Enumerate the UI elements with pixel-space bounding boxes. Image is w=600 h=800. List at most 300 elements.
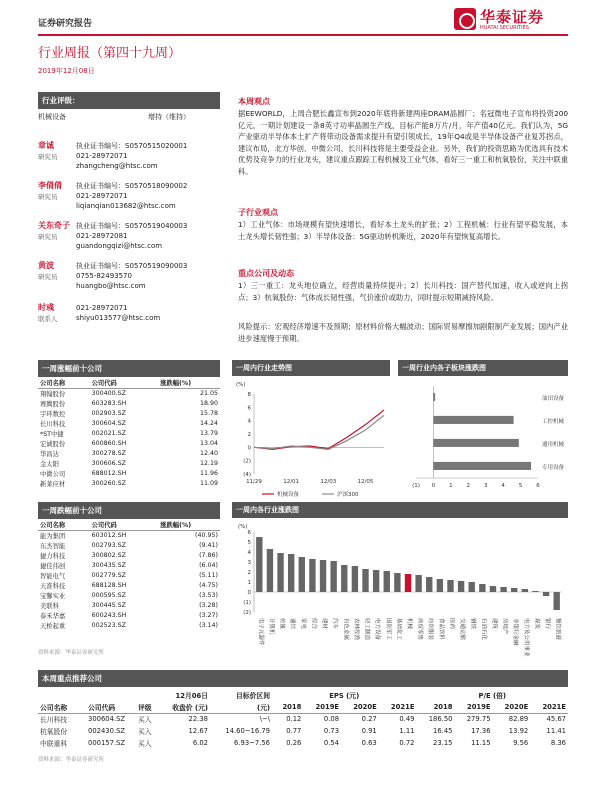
col-header: 公司代码 [90, 378, 159, 388]
cell: 11.15 [471, 739, 491, 747]
col-header [86, 689, 136, 701]
cell: 0.77 [286, 727, 302, 735]
bar [433, 439, 518, 447]
pct-change: 18.90 [199, 399, 218, 407]
x-tick-label: 12/03 [320, 479, 337, 485]
bar [320, 560, 326, 592]
company-name: 宇环数控 [40, 410, 66, 418]
analyst-name: 章诚 [38, 141, 54, 150]
company-code: 300445.SZ [91, 602, 126, 610]
report-date: 2019年12月08日 [38, 67, 95, 75]
col-header: 2020E [493, 701, 531, 713]
col-header [136, 689, 162, 701]
industry-trend-chart [232, 378, 392, 498]
company-code: 000595.SZ [91, 592, 126, 600]
y-tick-label: (1) [243, 600, 251, 606]
cell: 长川科技 [40, 716, 68, 725]
bar [447, 580, 453, 592]
bar [437, 579, 443, 592]
x-tick-label: 3 [483, 483, 488, 489]
industry-name: 机械设备 [38, 113, 66, 121]
y-tick-label: 4 [247, 418, 251, 425]
cell: \~\ [259, 715, 270, 724]
bar [500, 587, 506, 592]
cell: 12.67 [188, 727, 208, 735]
category-label: 通信 [289, 618, 296, 630]
analyst-email[interactable]: guandongqizi@htsc.com [76, 242, 163, 250]
category-label: 房地产 [501, 618, 508, 635]
cell: 买入 [138, 716, 152, 725]
header-divider [38, 34, 568, 36]
col-header: 公司代码 [90, 520, 159, 530]
category-label: 国防军工 [384, 618, 391, 641]
table-row [38, 560, 220, 570]
logo [454, 6, 574, 36]
table-row [38, 550, 220, 560]
analyst-name: 李倩倩 [38, 181, 62, 190]
analyst-email[interactable]: huangbo@htsc.com [76, 282, 146, 290]
cell: 11.41 [546, 727, 566, 735]
company-name: 天桥起重 [40, 623, 66, 631]
bar [511, 588, 517, 592]
pct-change: (40.95) [195, 531, 218, 539]
company-name: 金太阳 [40, 461, 59, 469]
company-code: 600860.SH [91, 440, 127, 448]
bar [384, 571, 390, 592]
bar [341, 565, 347, 592]
table-row [38, 449, 220, 459]
cell: 9.56 [513, 739, 529, 747]
bar [522, 589, 528, 592]
bar [469, 582, 475, 592]
analyst-role: 研究员 [38, 233, 58, 241]
analyst-phone: 021-28972081 [76, 232, 128, 240]
rating-value: 增持（维持） [148, 113, 190, 121]
col-header: 公司名称 [38, 520, 90, 530]
col-header: 2020E [341, 701, 379, 713]
category-label: 石油石化 [480, 618, 487, 641]
bar [394, 573, 400, 592]
x-tick-label: 11/29 [246, 479, 262, 485]
table-row [38, 591, 220, 601]
y-tick-label: (2) [243, 610, 251, 616]
analyst-name: 黄波 [38, 261, 54, 270]
category-label: 基础化工 [395, 618, 402, 641]
sector-chart [232, 520, 568, 660]
pct-change: 11.96 [199, 470, 218, 478]
cell: 279.75 [466, 715, 491, 724]
company-code: 300278.SZ [91, 450, 126, 458]
col-header: 评级 [136, 701, 162, 713]
company-name: *ST中捷 [40, 431, 64, 439]
bar [433, 462, 531, 470]
company-code: 300604.SZ [91, 419, 126, 427]
cell: 17.36 [471, 727, 491, 735]
cell: 中联重科 [40, 740, 68, 748]
table-row [38, 530, 220, 540]
col-header: 涨跌幅(%) [158, 378, 220, 388]
col-header: 涨跌幅(%) [158, 520, 220, 530]
legend-label: 机械设备 [277, 492, 300, 498]
category-label: 食品饮料 [437, 618, 444, 641]
bar [479, 584, 485, 592]
company-name: 捷佳伟创 [40, 562, 66, 570]
category-label: 工控机械 [542, 418, 565, 425]
y-tick-label: 6 [247, 405, 251, 412]
cell: 0.27 [361, 715, 377, 724]
y-tick-label: 1 [247, 580, 251, 586]
col-header-pe: P/E (倍) [478, 692, 506, 700]
doc-type: 证券研究报告 [38, 19, 93, 29]
pct-change: 15.78 [199, 409, 218, 417]
category-label: 建材 [321, 618, 328, 630]
bar [543, 592, 549, 596]
table-row [38, 388, 220, 398]
cell: 0.63 [361, 739, 377, 747]
bar [277, 553, 283, 592]
company-code: 300400.SZ [91, 389, 126, 397]
pct-change: (3.53) [199, 592, 218, 600]
y-tick-label: 0 [247, 445, 251, 452]
chart2-title: 一周行业内各子板块涨跌图 [398, 360, 568, 376]
chart3-title: 一周内各行业涨跌图 [232, 502, 568, 518]
analyst-card [38, 261, 228, 301]
company-code: 002523.SZ [91, 622, 126, 630]
bar [267, 549, 273, 592]
cell: 1.11 [399, 727, 415, 735]
analyst-role: 研究员 [38, 153, 58, 161]
category-label: 轻工制造 [363, 618, 370, 641]
bar [288, 554, 294, 592]
category-label: 通用机械 [542, 441, 565, 448]
bar [362, 569, 368, 592]
x-tick-label: (1) [412, 483, 420, 489]
pct-change: 12.19 [199, 460, 218, 468]
x-tick-label: 12/05 [357, 479, 374, 485]
category-label: 专用设备 [542, 464, 565, 471]
cell: 002430.SZ [88, 727, 126, 735]
company-code: 300606.SZ [91, 460, 126, 468]
series-line-machinery [254, 410, 384, 449]
cell: 买入 [138, 740, 152, 748]
col-header-eps: EPS (元) [329, 692, 360, 700]
analyst-phone: 0755-82493570 [76, 272, 132, 280]
bar [458, 581, 464, 592]
y-tick-label: 4 [247, 550, 251, 556]
col-header: 2018 [416, 701, 454, 713]
analyst-license: 执业证书编号：S0570519040003 [76, 222, 188, 230]
section-text-companies: 1）三一重工：龙头地位确立，经营质量持续提升；2）长川科技：国产替代加速，收入或逆向上拐点；3）杭氧股份：气体成长韧性强，气价涨价或助力，同时提示短期减持风险。 [238, 281, 568, 302]
pct-change: (9.41) [199, 541, 218, 549]
analyst-role: 联系人 [38, 315, 58, 323]
category-label: 银行 [544, 618, 551, 630]
pct-change: (3.14) [199, 622, 218, 630]
source-note: 资料来源：华泰证券研究所 [38, 757, 105, 763]
table-row [38, 713, 568, 725]
cell: 22.38 [188, 715, 208, 724]
analyst-license: 执业证书编号：S0570519090003 [76, 262, 188, 270]
x-tick-label: 0 [431, 483, 436, 489]
legend-label: 沪深300 [337, 492, 359, 498]
losers-table [38, 520, 220, 631]
cell: 0.72 [399, 739, 415, 747]
category-label: 电子元器件 [257, 618, 264, 646]
y-tick-label: 6 [247, 530, 251, 536]
category-label: 家电 [299, 618, 306, 630]
y-tick-label: (2) [243, 458, 251, 465]
category-label: 交通运输 [459, 618, 466, 641]
y-unit-label: (%) [238, 524, 248, 530]
y-unit-label: (%) [236, 382, 246, 388]
pct-change: (6.04) [199, 561, 218, 569]
logo-mark-icon [454, 8, 476, 30]
company-code: 300435.SZ [91, 561, 126, 569]
col-header: 12月06日 [175, 692, 208, 700]
col-header: 公司名称 [38, 378, 90, 388]
table-row [38, 439, 220, 449]
category-label: 商贸零售 [416, 618, 423, 641]
analyst-phone: 021-28972071 [76, 192, 128, 200]
y-tick-label: 5 [247, 540, 251, 546]
bar [405, 574, 411, 592]
analyst-name: 关东奇子 [38, 221, 70, 230]
x-tick-label: 12/01 [283, 479, 300, 485]
company-name: 长川科技 [40, 420, 66, 428]
cell: 杭氧股份 [40, 728, 68, 736]
gainers-title: 一周涨幅前十公司 [38, 360, 220, 377]
cell: 0.26 [286, 739, 302, 747]
cell: 0.91 [361, 727, 377, 735]
logo-text: 华泰证券 [480, 8, 545, 26]
table-header-row [38, 701, 568, 713]
bar [330, 561, 336, 592]
y-tick-label: 2 [247, 432, 251, 438]
table-row [38, 479, 220, 489]
x-tick-label: 5 [518, 483, 523, 489]
cell: 买入 [138, 728, 152, 736]
analyst-license: 执业证书编号：S0570515020001 [76, 142, 188, 150]
pct-change: 21.05 [199, 389, 218, 397]
cell: 16.45 [433, 727, 453, 735]
company-code: 002793.SZ [91, 541, 126, 549]
category-label: 综合 [310, 618, 317, 630]
subsector-chart [398, 378, 568, 498]
bar [352, 566, 358, 592]
industry-rating [38, 112, 220, 122]
company-name: 泰禾华嘉 [40, 613, 66, 621]
category-label: 传媒 [278, 618, 285, 630]
company-name: 翔翰股份 [40, 390, 66, 398]
cell: 23.15 [433, 739, 453, 747]
table-row [38, 459, 220, 469]
company-name: 美联科 [40, 603, 59, 611]
bar [309, 559, 315, 592]
col-header: 公司代码 [86, 701, 136, 713]
cell: 82.89 [508, 715, 529, 724]
table-row [38, 621, 220, 631]
pct-change: (4.75) [199, 582, 218, 590]
y-tick-label: (4) [243, 472, 251, 478]
table-row [38, 540, 220, 550]
pct-change: (5.11) [199, 572, 218, 580]
cell: 13.92 [508, 727, 529, 735]
bar [490, 586, 496, 592]
bar [426, 577, 432, 592]
gainers-table [38, 378, 220, 489]
pct-change: (3.28) [199, 602, 218, 610]
analyst-phone: 021-28972071 [76, 152, 128, 160]
col-header: 2018 [272, 701, 303, 713]
analyst-license: 执业证书编号：S0570518090002 [76, 182, 188, 190]
pct-change: 12.40 [199, 450, 218, 458]
company-code: 688128.SH [91, 582, 127, 590]
analyst-email[interactable]: liqianqian013682@htsc.com [76, 202, 176, 210]
category-label: 电力设备 [374, 618, 381, 641]
col-header: 2019E [455, 701, 493, 713]
section-title-view: 本周观点 [238, 97, 270, 106]
table-row [38, 428, 220, 438]
cell: 0.54 [323, 739, 340, 747]
company-code: 688012.SH [91, 470, 127, 478]
table-row [38, 601, 220, 611]
table-header-row [38, 378, 220, 388]
analyst-email[interactable]: shiyu013577@htsc.com [76, 314, 161, 322]
company-name: 宏诚股份 [40, 441, 66, 449]
analyst-role: 研究员 [38, 273, 58, 281]
table-row [38, 398, 220, 408]
category-label: 医药 [448, 618, 455, 630]
table-row [38, 581, 220, 591]
table-row [38, 408, 220, 418]
x-tick-label: 4 [501, 483, 505, 489]
analyst-card [38, 303, 228, 333]
pct-change: 11.09 [199, 480, 218, 488]
col-header: 收盘价 (元) [162, 701, 210, 713]
section-text-view: 据EEWORLD，上周合肥长鑫宣布到2020年底将新建两座DRAM晶圆厂；名冠微电子宣布将投资200亿元，一期计划建设一条8英寸功率晶圆生产线，目标产能8万片/月，年产值40亿元。我们认为，5G产业驱动半导体本土扩产将带动设备需求提升有望引领成长，19年Q4或是半导体设备产业复苏拐点，建议布局，北方华创、中微公司、长川科技将是主要受益企业。另外，我们的投资思路为优选具有技术优势及竞争力的行业龙头，建议重点跟踪工程机械及工业气体，看好三一重工和杭氧股份，关注中联重科。 [238, 109, 568, 176]
table-row [38, 469, 220, 479]
company-name: 赛腾股份 [40, 400, 66, 408]
col-header: 目标价区间 [236, 692, 270, 700]
company-code: 002021.SZ [91, 430, 126, 438]
rating-title: 行业评级： [38, 92, 220, 109]
cell: 6.93~7.56 [234, 739, 270, 747]
company-code: 603283.SH [91, 399, 127, 407]
losers-title: 一周跌幅前十公司 [38, 502, 220, 519]
category-label: 有色金属 [342, 618, 349, 641]
category-label: 农林牧渔 [352, 618, 359, 641]
y-tick-label: 8 [247, 392, 251, 398]
cell: 000157.SZ [88, 739, 126, 747]
col-header: 公司名称 [38, 701, 86, 713]
company-name: 东杰智能 [40, 542, 66, 550]
y-tick-label: 3 [247, 560, 251, 566]
bar [256, 537, 262, 592]
table-row [38, 737, 568, 749]
pct-change: 13.04 [199, 440, 218, 448]
company-code: 002903.SZ [91, 409, 126, 417]
company-name: 华昌达 [40, 451, 59, 459]
analyst-name: 时彧 [38, 303, 54, 312]
company-name: 天准科技 [40, 583, 66, 591]
analyst-phone: 021-28972071 [76, 304, 128, 312]
cell: 6.02 [192, 739, 208, 747]
x-tick-label: 1 [449, 483, 453, 489]
cell: 0.73 [323, 727, 340, 735]
pct-change: (3.27) [199, 612, 218, 620]
company-code: 300802.SZ [91, 551, 126, 559]
section-title-companies: 重点公司及动态 [238, 269, 294, 278]
col-header [38, 689, 86, 701]
bar [299, 557, 305, 592]
table-header-row [38, 520, 220, 530]
report-type: 行业周报（第四十九周） [38, 46, 182, 61]
cell: 0.08 [323, 715, 340, 724]
x-tick-label: 6 [536, 483, 540, 489]
table-row [38, 570, 220, 580]
table-row [38, 611, 220, 621]
table-row [38, 418, 220, 428]
cell: 300604.SZ [88, 715, 126, 724]
logo-en-text: HUATAI SECURITIES [480, 25, 529, 31]
recommend-title: 本周重点推荐公司 [38, 670, 568, 687]
category-label: 纺织服装 [427, 618, 434, 641]
category-label: 电力及公用事业 [522, 618, 529, 657]
y-tick-label: 2 [247, 570, 251, 576]
analyst-card [38, 221, 228, 261]
category-label: 非银行金融 [512, 618, 519, 646]
company-name: 能为集团 [40, 532, 66, 540]
cell: 45.67 [546, 715, 566, 724]
analyst-role: 研究员 [38, 193, 58, 201]
x-tick-label: 2 [466, 483, 471, 489]
pct-change: 14.24 [199, 419, 218, 427]
bar [373, 570, 379, 592]
company-name: 智能电气 [40, 573, 66, 581]
category-label: 汽车 [331, 618, 338, 630]
analyst-email[interactable]: zhangcheng@htsc.com [76, 162, 158, 170]
category-label: 计算机 [267, 618, 274, 635]
recommend-table [38, 689, 568, 763]
cell: 0.49 [399, 715, 415, 724]
company-name: 新莱应材 [40, 481, 66, 489]
category-label: 机械 [406, 618, 412, 630]
series-line-csi300 [254, 415, 384, 449]
company-code: 603012.SH [91, 531, 127, 539]
bar [415, 575, 421, 592]
category-label: 建筑 [490, 618, 497, 630]
table-header-row [38, 689, 568, 701]
col-header: 2019E [303, 701, 341, 713]
col-header: 2021E [379, 701, 417, 713]
bar [554, 592, 560, 610]
company-code: 300260.SZ [91, 480, 126, 488]
section-text-sub: 1）工业气体：市场规模有望快速增长，看好本土龙头的扩张；2）工程机械：行业有望平稳发展，本土龙头增长韧性强；3）半导体设备：5G驱动转机渐近，2020年有望恢复高增长。 [238, 220, 568, 241]
bar [433, 393, 435, 401]
company-name: 捷力科技 [40, 552, 66, 560]
cell: 14.60~16.79 [225, 727, 270, 735]
cell: 8.36 [550, 739, 566, 747]
company-code: 002779.SZ [91, 572, 126, 580]
col-header: 2021E [530, 701, 568, 713]
risk-warning: 风险提示：宏观经济增速不及预期；原材料价格大幅波动；国际贸易摩擦加剧限制产业发展；国内产业进步速度慢于预期。 [238, 322, 568, 343]
section-title-sub: 子行业观点 [238, 208, 278, 217]
analyst-card [38, 141, 228, 181]
source-note: 资料来源：华泰证券研究所 [38, 650, 105, 656]
pct-change: (7.86) [199, 551, 218, 559]
category-label: 油田设备 [542, 395, 565, 402]
cell: 186.50 [428, 715, 453, 724]
table-row [38, 725, 568, 737]
